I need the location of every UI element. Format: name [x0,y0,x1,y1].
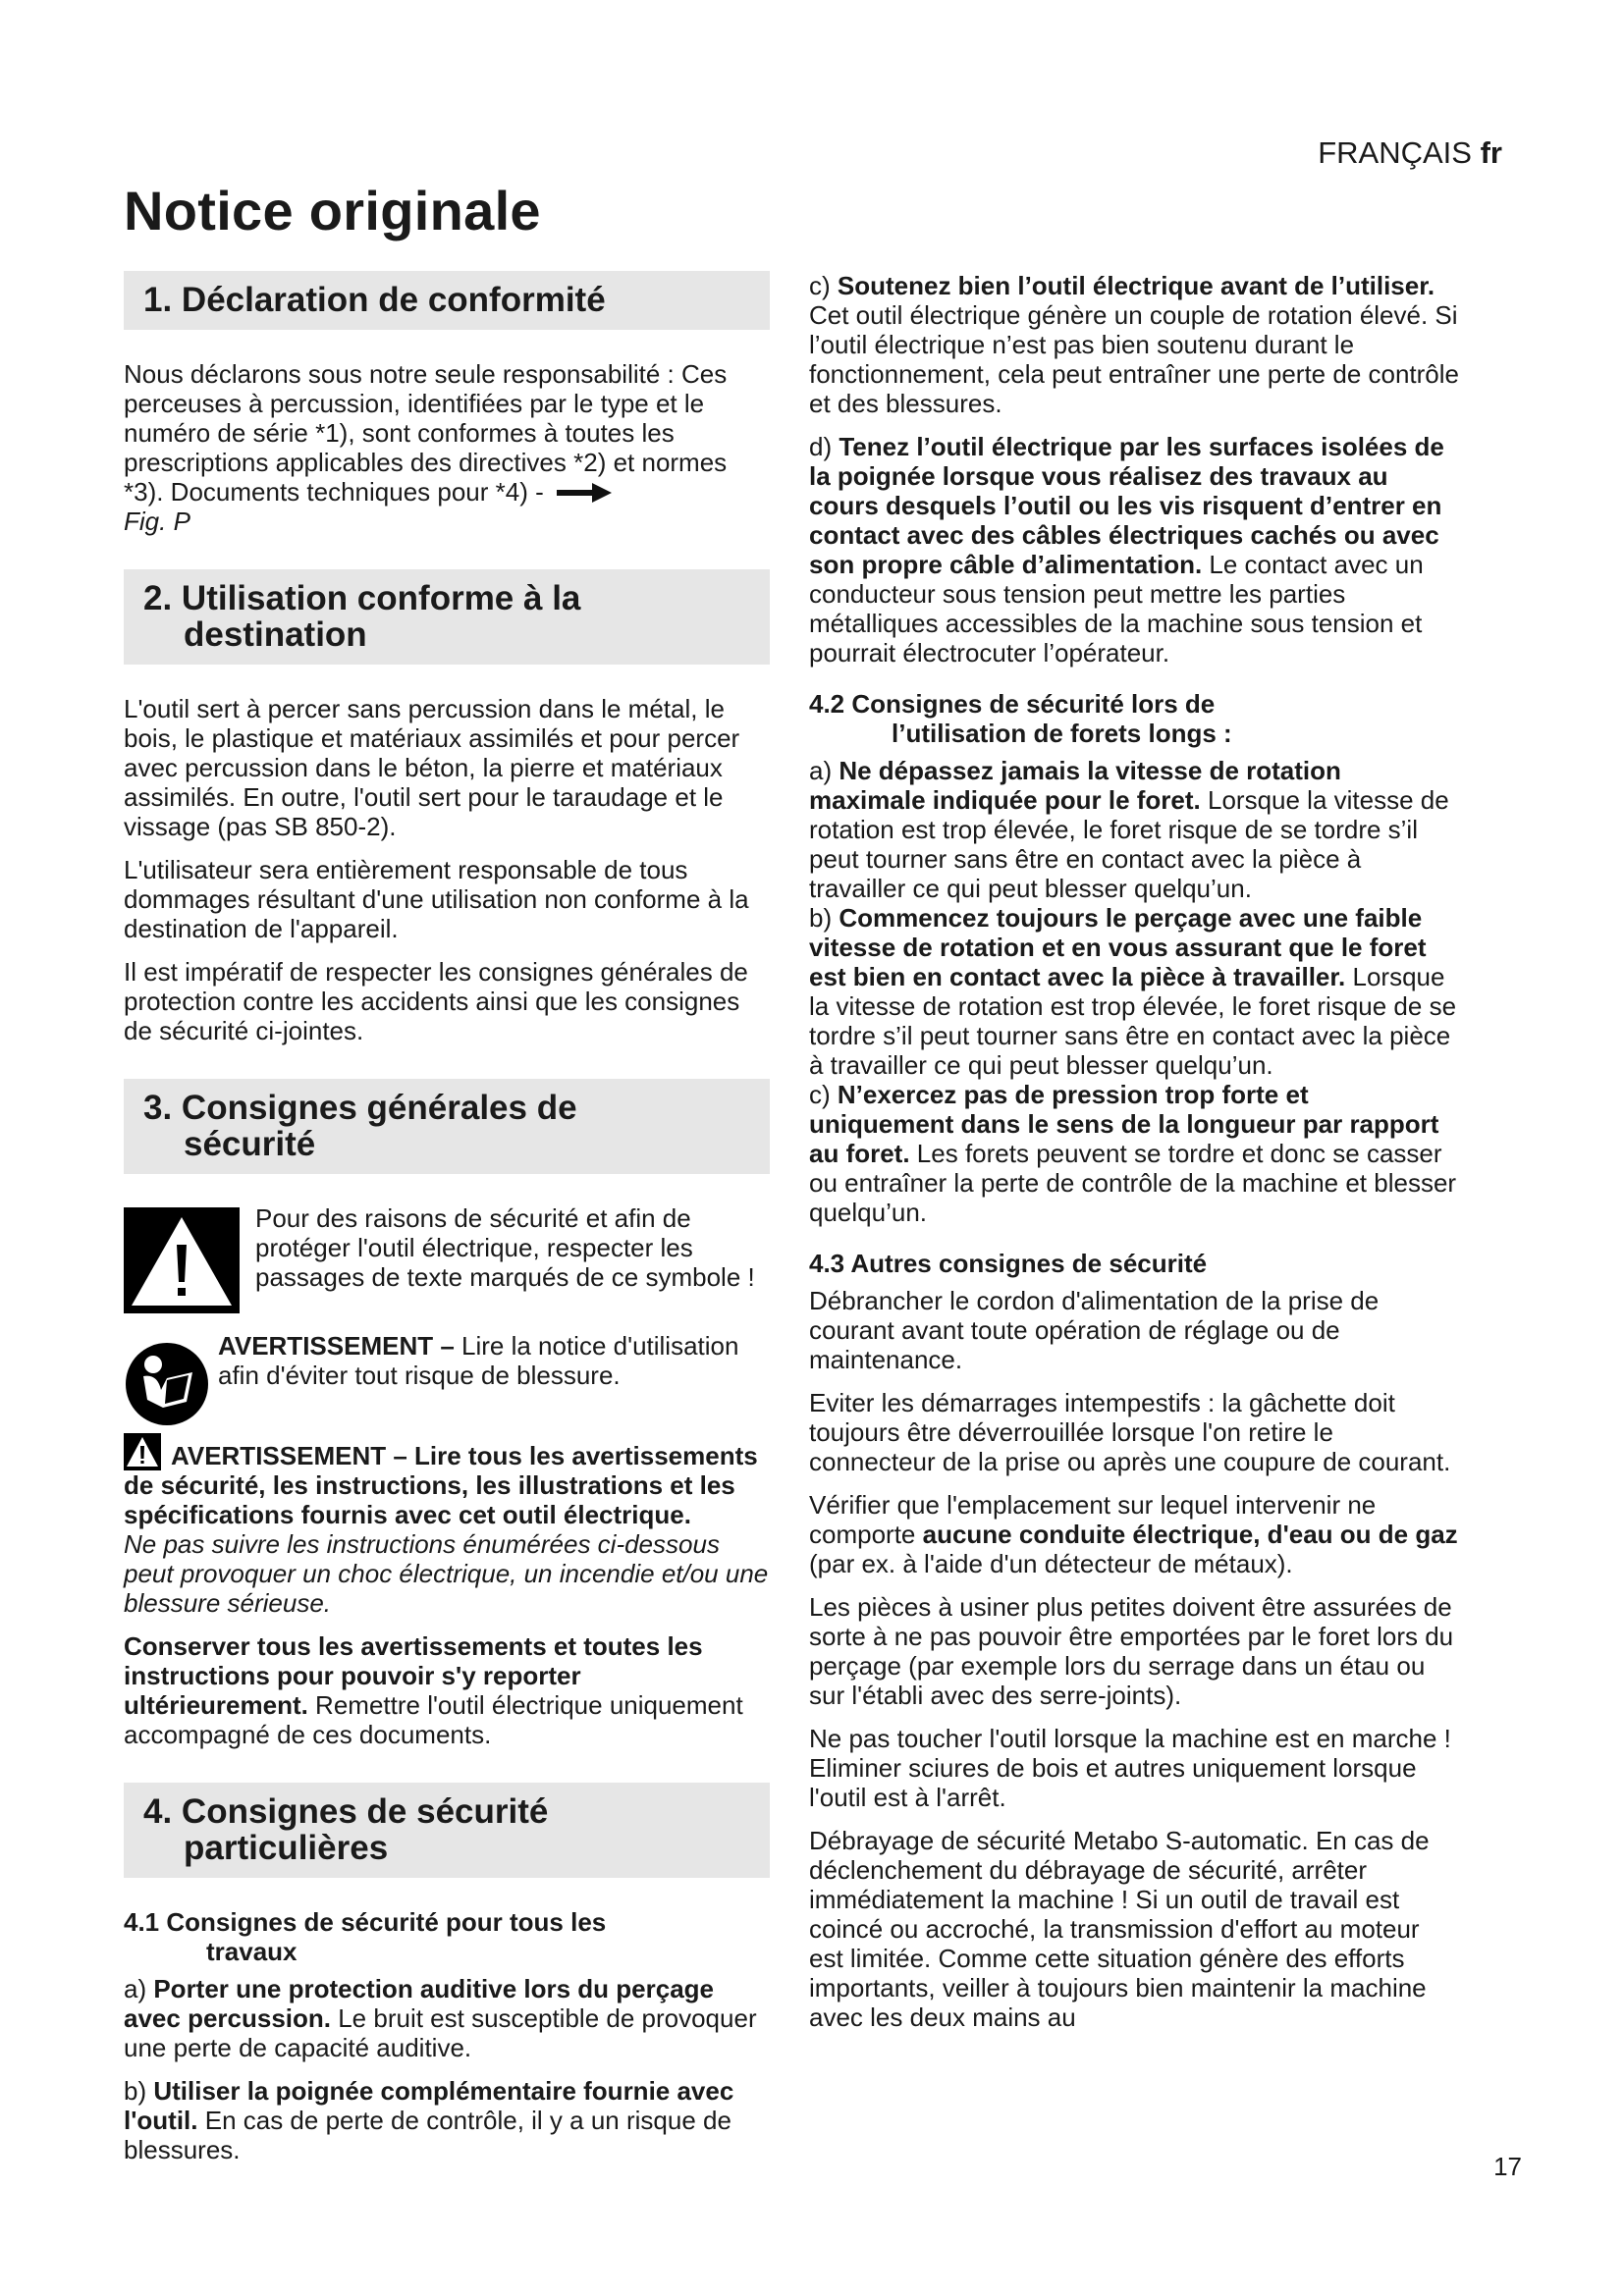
safety-item-4-1-b [124,2076,770,2164]
warning-triangle-small-icon [124,1433,161,1470]
workpiece-paragraph: Les pièces à usiner plus petites doivent être assurées de sorte à ne pas pouvoir être emportées par le foret lors du perçage (par exemple lors du serrage dans un étau ou sur l'établi avec des serre-joints). [809,1592,1454,1710]
subsection-heading-4-1-line1: 4.1 Consignes de sécurité pour tous les [124,1907,607,1937]
item-bold: N’exercez pas de pression trop forte et uniquement dans le sens de la longueur par rapport au foret. [809,1080,1439,1168]
read-manual-warning-label: AVERTISSEMENT – [218,1331,455,1361]
intended-use-paragraph: L'outil sert à percer sans percussion dans le métal, le bois, le plastique et matériaux assimilés et pour percer avec percussion dans le béton, la pierre et matériaux assimilés. En outre, l'outil sert pour le taraudage et le vissage (pas SB 850-2). [124,694,740,841]
section-heading-2-line2: destination [184,615,367,654]
section-heading-1: 1. Déclaration de conformité [124,271,770,330]
item-bold: Soutenez bien l’outil électrique avant de l’utiliser. [837,271,1435,300]
general-warning-italic: Ne pas suivre les instructions énumérées ci-dessous peut provoquer un choc électrique, un incendie et/ou une blessure sérieuse. [124,1529,769,1618]
item-prefix: b) [124,2076,154,2106]
read-manual-icon [124,1341,210,1427]
item-prefix: b) [809,903,839,933]
accident-prevention-paragraph: Il est impératif de respecter les consignes générales de protection contre les accidents ainsi que les consignes de sécurité ci-jointes. [124,957,748,1045]
item-bold: Ne dépassez jamais la vitesse de rotation maximale indiquée pour le foret. [809,756,1341,815]
safety-item-4-2-b [809,903,1459,1080]
item-text: Les forets peuvent se tordre et donc se casser ou entraîner la perte de contrôle de la machine et blesser quelqu’un. [809,1139,1457,1227]
subsection-heading-4-2-line1: 4.2 Consignes de sécurité lors de [809,689,1216,719]
item-text: Lorsque la vitesse de rotation est trop élevée, le foret risque de se tordre s’il peut tourner sans être en contact avec la pièce à travailler ce qui peut blesser quelqu’un. [809,962,1457,1080]
keep-instructions-text: Remettre l'outil électrique uniquement accompagné de ces documents. [124,1690,743,1749]
item-bold: Tenez l’outil électrique par les surfaces isolées de la poignée lorsque vous réalisez des travaux au cours desquels l’outil ou les vis risquent d’entrer en contact avec des câbles électriques cachés ou avec son propre câble d’alimentation. [809,432,1444,579]
section-heading-3 [124,1079,770,1174]
safety-item-4-1-d [809,432,1459,667]
item-bold: Utiliser la poignée complémentaire fournie avec l'outil. [124,2076,734,2135]
page-number: 17 [1493,2152,1522,2181]
general-warning-bold: AVERTISSEMENT – Lire tous les avertissements de sécurité, les instructions, les illustrations et les spécifications fournis avec cet outil électrique. [124,1441,758,1529]
warning-triangle-icon [124,1207,240,1313]
declaration-text: Nous déclarons sous notre seule responsabilité : Ces perceuses à percussion, identifiées par le type et le numéro de série *1), sont conformes à toutes les prescriptions applicables des directives *2) et normes *3). Documents techniques pour *4) - [124,359,728,507]
right-column [809,271,1459,2046]
keep-instructions-bold: Conserver tous les avertissements et toutes les instructions pour pouvoir s'y reporter ultérieurement. [124,1631,703,1720]
section-heading-4 [124,1783,770,1878]
subsection-heading-4-2 [809,689,1459,748]
section-heading-2-line1: 2. Utilisation conforme à la [143,579,581,617]
item-bold: Commencez toujours le perçage avec une faible vitesse de rotation et en vous assurant que le foret est bien en contact avec la pièce à travailler. [809,903,1427,991]
declaration-paragraph [124,359,770,536]
read-manual-block [124,1331,770,1419]
item-prefix: c) [809,1080,838,1109]
section-heading-2 [124,569,770,665]
subsection-heading-4-1-line2: travaux [206,1937,298,1966]
safety-item-4-2-c [809,1080,1459,1227]
item-prefix: c) [809,271,838,300]
item-prefix: a) [124,1974,154,2003]
check-location-paragraph [809,1490,1459,1578]
general-warning-paragraph [124,1433,770,1618]
check-location-text-b: (par ex. à l'aide d'un détecteur de métaux). [809,1549,1293,1578]
liability-paragraph: L'utilisateur sera entièrement responsable de tous dommages résultant d'une utilisation non conforme à la destination de l'appareil. [124,855,749,943]
safety-item-4-2-a [809,756,1459,903]
language-label [1318,135,1502,171]
read-manual-instruction: Lire la notice d'utilisation afin d'éviter tout risque de blessure. [218,1331,739,1390]
do-not-touch-paragraph: Ne pas toucher l'outil lorsque la machine est en marche ! Eliminer sciures de bois et autres uniquement lorsque l'outil est à l'arrêt. [809,1724,1451,1812]
check-location-text-a: Vérifier que l'emplacement sur lequel intervenir ne comporte [809,1490,1377,1549]
check-location-bold: aucune conduite électrique, d'eau ou de gaz [922,1520,1458,1549]
safety-item-4-1-a [124,1974,770,2062]
left-column [124,271,770,2178]
subsection-heading-4-1 [124,1907,770,1966]
safety-item-4-1-c [809,271,1459,418]
arrow-right-icon [557,482,612,504]
item-text: Le bruit est susceptible de provoquer une perte de capacité auditive. [124,2003,757,2062]
item-bold: Porter une protection auditive lors du perçage avec percussion. [124,1974,715,2033]
section-heading-4-line2: particulières [184,1829,389,1867]
startup-paragraph: Eviter les démarrages intempestifs : la gâchette doit toujours être déverrouillée lorsque l'on retire le connecteur de la prise ou après une coupure de courant. [809,1388,1451,1476]
section-heading-3-line2: sécurité [184,1125,316,1163]
figure-reference: Fig. P [124,507,190,536]
item-prefix: d) [809,432,839,461]
subsection-heading-4-2-line2: l’utilisation de forets longs : [892,719,1232,748]
item-text: Cet outil électrique génère un couple de rotation élevé. Si l’outil électrique n’est pas bien soutenu durant le fonctionnement, cela peut entraîner une perte de contrôle et des blessures. [809,300,1459,418]
warning-symbol-text: Pour des raisons de sécurité et afin de protéger l'outil électrique, respecter les passages de texte marqués de ce symbole ! [255,1203,755,1292]
item-text: En cas de perte de contrôle, il y a un risque de blessures. [124,2106,731,2164]
warning-symbol-block [124,1203,770,1317]
item-text: Lorsque la vitesse de rotation est trop élevée, le foret risque de se tordre s’il peut tourner sans être en contact avec la pièce à travailler ce qui peut blesser quelqu’un. [809,785,1449,903]
read-manual-text [218,1331,770,1390]
item-prefix: a) [809,756,839,785]
page-title: Notice originale [124,180,541,241]
unplug-paragraph: Débrancher le cordon d'alimentation de la prise de courant avant toute opération de réglage ou de maintenance. [809,1286,1380,1374]
safety-clutch-paragraph: Débrayage de sécurité Metabo S-automatic. En cas de déclenchement du débrayage de sécurité, arrêter immédiatement la machine ! Si un outil de travail est coincé ou accroché, la transmission d'effort au moteur est limitée. Comme cette situation génère des efforts importants, veiller à toujours bien maintenir la machine avec les deux mains au [809,1826,1430,2032]
language-name: FRANÇAIS [1318,135,1472,170]
language-code: fr [1480,135,1502,170]
item-text: Le contact avec un conducteur sous tension peut mettre les parties métalliques accessibles de la machine sous tension et pourrait électrocuter l’opérateur. [809,550,1424,667]
section-heading-4-line1: 4. Consignes de sécurité [143,1792,549,1831]
keep-instructions-paragraph [124,1631,770,1749]
subsection-heading-4-3: 4.3 Autres consignes de sécurité [809,1249,1208,1278]
section-heading-3-line1: 3. Consignes générales de [143,1089,577,1127]
